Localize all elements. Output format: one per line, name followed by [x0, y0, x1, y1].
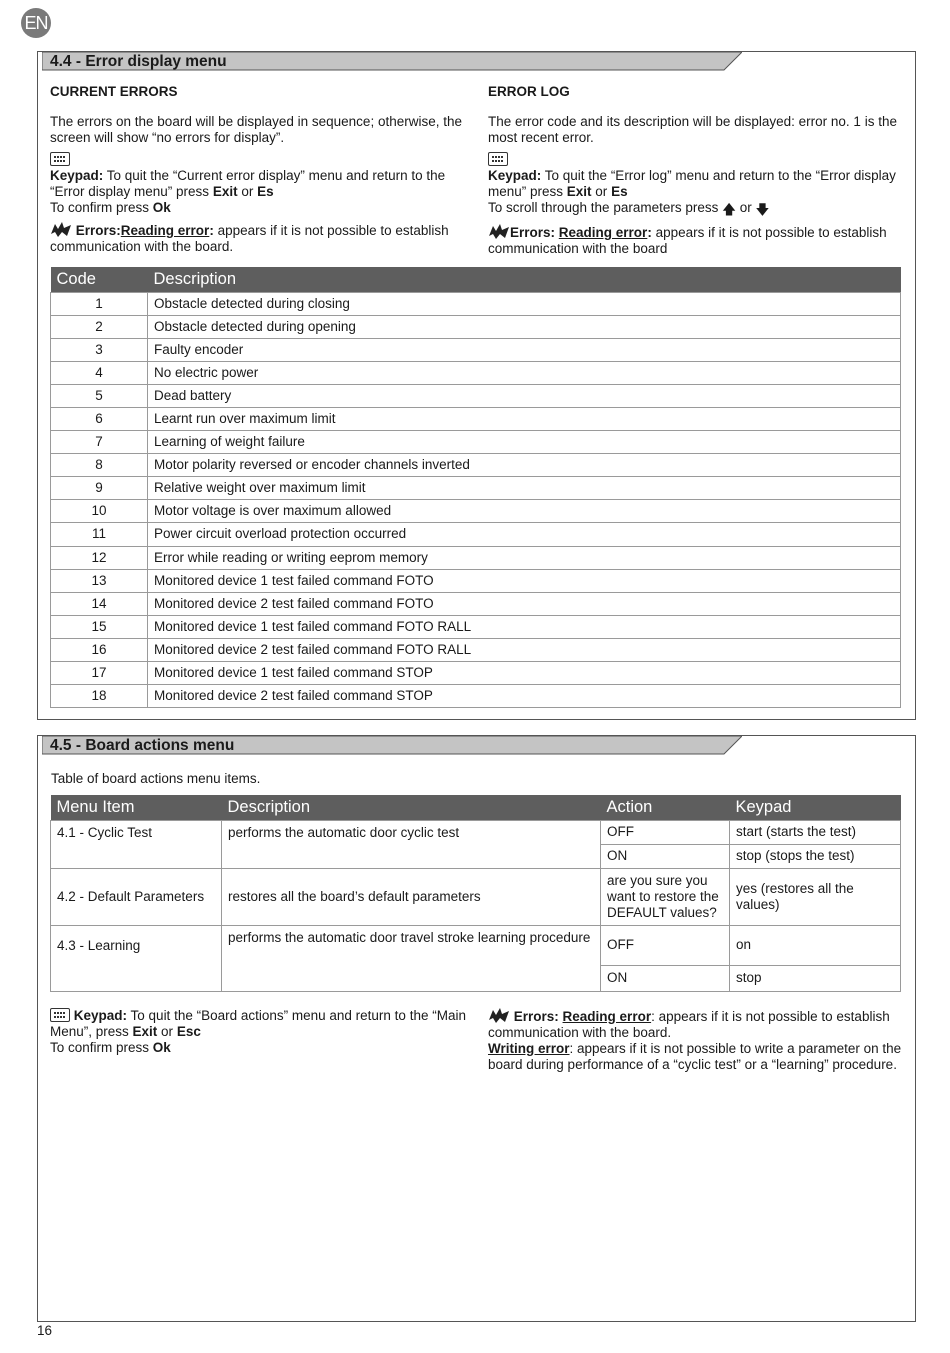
table-row	[51, 292, 901, 315]
table-header-row	[51, 267, 901, 292]
column-header-description: Description	[148, 267, 901, 292]
table-row	[51, 569, 901, 592]
table-row	[51, 338, 901, 361]
keypad-cell: stop	[730, 965, 901, 991]
error-description-cell: No electric power	[148, 361, 901, 384]
table-row	[51, 523, 901, 546]
error-code-cell: 10	[51, 500, 148, 523]
errors-note: Errors:Reading error: appears if it is not possible to establish communication with the board.	[50, 223, 449, 254]
error-description-cell: Monitored device 1 test failed command STOP	[148, 662, 901, 685]
error-code-cell: 13	[51, 569, 148, 592]
board-actions-intro: Table of board actions menu items.	[51, 771, 261, 786]
arrow-down-icon: 🡇	[755, 202, 770, 217]
error-code-cell: 1	[51, 292, 148, 315]
action-cell: ON	[601, 965, 730, 991]
keypad-cell: stop (stops the test)	[730, 844, 901, 868]
table-header-row	[51, 795, 901, 820]
error-description-cell: Monitored device 1 test failed command FOTO RALL	[148, 615, 901, 638]
keypad-cell: yes (restores all the values)	[730, 868, 901, 925]
action-cell: OFF	[601, 925, 730, 965]
error-code-cell: 14	[51, 592, 148, 615]
error-log-intro: The error code and its description will be displayed: error no. 1 is the most recent error.	[488, 114, 897, 145]
error-description-cell: Monitored device 1 test failed command FOTO	[148, 569, 901, 592]
table-row	[51, 477, 901, 500]
table-row	[51, 868, 901, 925]
board-actions-table	[50, 795, 901, 992]
error-description-cell: Monitored device 2 test failed command STOP	[148, 685, 901, 708]
table-row	[51, 592, 901, 615]
keypad-icon	[50, 1008, 70, 1022]
section-header	[42, 52, 742, 71]
warning-burst-icon	[488, 224, 510, 239]
keypad-icon	[50, 152, 70, 166]
section-title: 4.5 - Board actions menu	[50, 737, 235, 754]
table-row	[51, 925, 901, 965]
column-header-description: Description	[222, 795, 601, 820]
menu-item-cell: 4.1 - Cyclic Test	[51, 820, 222, 868]
table-row	[51, 638, 901, 661]
table-row	[51, 384, 901, 407]
error-code-cell: 15	[51, 615, 148, 638]
keypad-cell: on	[730, 925, 901, 965]
error-code-cell: 17	[51, 662, 148, 685]
table-row	[51, 315, 901, 338]
table-row	[51, 361, 901, 384]
errors-note: Errors: Reading error: appears if it is not possible to establish communication with the board	[488, 225, 887, 256]
menu-item-cell: 4.3 - Learning	[51, 925, 222, 991]
description-cell: performs the automatic door travel stroke learning procedure	[222, 925, 601, 991]
warning-burst-icon	[50, 222, 72, 237]
current-errors-column	[50, 84, 470, 255]
arrow-up-icon: 🡅	[722, 202, 736, 217]
error-description-cell: Faulty encoder	[148, 338, 901, 361]
column-header-keypad: Keypad	[730, 795, 901, 820]
error-log-column	[488, 84, 908, 257]
table-row	[51, 662, 901, 685]
error-code-cell: 7	[51, 431, 148, 454]
error-description-cell: Learnt run over maximum limit	[148, 407, 901, 430]
table-row	[51, 685, 901, 708]
warning-burst-icon	[488, 1008, 510, 1023]
error-code-cell: 6	[51, 407, 148, 430]
error-code-cell: 12	[51, 546, 148, 569]
error-description-cell: Monitored device 2 test failed command FOTO	[148, 592, 901, 615]
error-code-cell: 18	[51, 685, 148, 708]
error-description-cell: Dead battery	[148, 384, 901, 407]
error-code-cell: 11	[51, 523, 148, 546]
keypad-icon	[488, 152, 508, 166]
table-row	[51, 820, 901, 844]
action-cell: are you sure you want to restore the DEFAULT values?	[601, 868, 730, 925]
table-row	[51, 431, 901, 454]
error-description-cell: Obstacle detected during closing	[148, 292, 901, 315]
board-actions-errors-note: Errors: Reading error: appears if it is not possible to establish communication with the board. Writing error: appears if it is not possible to write a parameter on the board during performance of a “cyclic test” or a “learning” procedure.	[488, 1009, 902, 1072]
section-header	[42, 736, 742, 755]
current-errors-heading: CURRENT ERRORS	[50, 84, 178, 99]
error-description-cell: Learning of weight failure	[148, 431, 901, 454]
keypad-note: Keypad: To quit the “Current error display” menu and return to the “Error display menu” press Exit or Es To confirm press Ok	[50, 152, 470, 216]
error-description-cell: Motor voltage is over maximum allowed	[148, 500, 901, 523]
table-row	[51, 500, 901, 523]
table-row	[51, 407, 901, 430]
error-codes-table	[50, 267, 901, 708]
error-code-cell: 5	[51, 384, 148, 407]
error-code-cell: 2	[51, 315, 148, 338]
keypad-cell: start (starts the test)	[730, 820, 901, 844]
column-header-action: Action	[601, 795, 730, 820]
error-description-cell: Relative weight over maximum limit	[148, 477, 901, 500]
error-code-cell: 3	[51, 338, 148, 361]
error-code-cell: 9	[51, 477, 148, 500]
current-errors-intro: The errors on the board will be displayed in sequence; otherwise, the screen will show “no errors for display”.	[50, 114, 462, 145]
section-title: 4.4 - Error display menu	[50, 53, 227, 70]
keypad-note: Keypad: To quit the “Error log” menu and return to the “Error display menu” press Exit or Es To scroll through the parameters press 🡅 or 🡇	[488, 152, 908, 218]
error-description-cell: Obstacle detected during opening	[148, 315, 901, 338]
action-cell: OFF	[601, 820, 730, 844]
description-cell: restores all the board’s default parameters	[222, 868, 601, 925]
error-code-cell: 8	[51, 454, 148, 477]
error-description-cell: Power circuit overload protection occurred	[148, 523, 901, 546]
board-actions-section	[37, 735, 916, 1322]
column-header-menu-item: Menu Item	[51, 795, 222, 820]
language-badge: EN	[21, 8, 51, 38]
error-description-cell: Monitored device 2 test failed command FOTO RALL	[148, 638, 901, 661]
table-row	[51, 454, 901, 477]
page-number: 16	[37, 1323, 53, 1338]
error-code-cell: 16	[51, 638, 148, 661]
error-description-cell: Error while reading or writing eeprom memory	[148, 546, 901, 569]
table-row	[51, 546, 901, 569]
description-cell: performs the automatic door cyclic test	[222, 820, 601, 868]
menu-item-cell: 4.2 - Default Parameters	[51, 868, 222, 925]
table-row	[51, 615, 901, 638]
action-cell: ON	[601, 844, 730, 868]
board-actions-keypad-note: Keypad: To quit the “Board actions” menu and return to the “Main Menu”, press Exit or Esc To confirm press Ok	[50, 1008, 466, 1055]
error-display-section	[37, 51, 916, 720]
error-description-cell: Motor polarity reversed or encoder channels inverted	[148, 454, 901, 477]
error-code-cell: 4	[51, 361, 148, 384]
error-log-heading: ERROR LOG	[488, 84, 570, 99]
column-header-code: Code	[51, 267, 148, 292]
